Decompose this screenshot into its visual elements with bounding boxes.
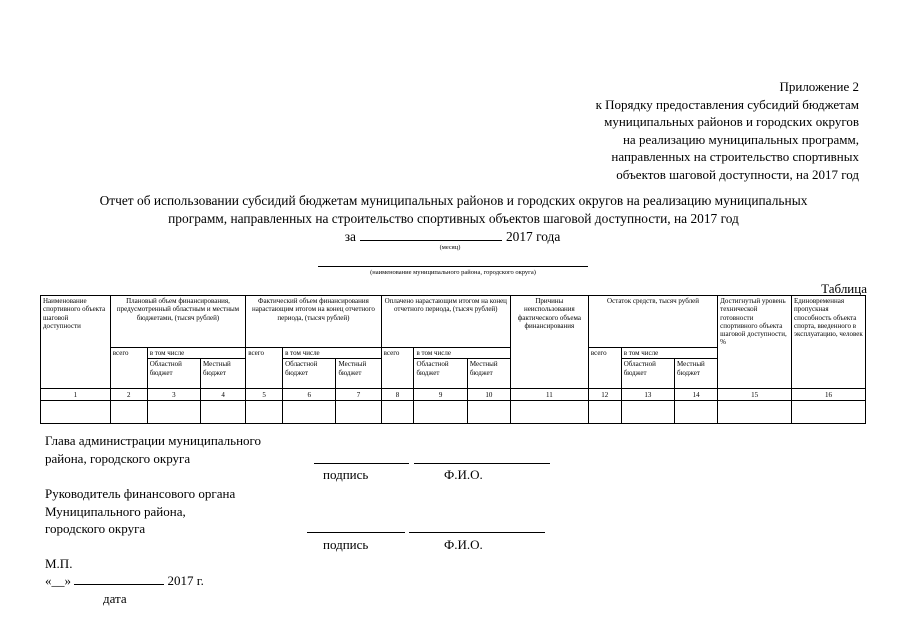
finance-title-line1: Руководитель финансового органа — [45, 486, 236, 501]
header-total: всего — [246, 348, 283, 389]
appendix-line: муниципальных районов и городских округов — [604, 114, 859, 129]
data-row-empty — [41, 401, 866, 424]
empty-cell — [510, 401, 588, 424]
head-signature-caption: подпись — [323, 467, 369, 482]
head-fio-line — [414, 463, 550, 464]
date-caption: дата — [103, 591, 127, 606]
municipality-blank-line — [318, 266, 588, 267]
column-number: 3 — [147, 389, 200, 401]
appendix-header — [499, 78, 859, 183]
finance-title-line3: городского округа — [45, 521, 146, 536]
header-including: в том числе — [621, 348, 717, 359]
column-number: 11 — [510, 389, 588, 401]
header-regional-budget: Областной бюджет — [621, 359, 674, 389]
appendix-line: объектов шаговой доступности, на 2017 год — [616, 166, 859, 182]
report-table — [40, 295, 866, 424]
column-number: 14 — [675, 389, 718, 401]
report-period — [0, 228, 905, 245]
date-line — [45, 573, 204, 589]
empty-cell — [246, 401, 283, 424]
finance-fio-caption: Ф.И.О. — [444, 537, 483, 552]
header-including: в том числе — [147, 348, 246, 359]
header-local-budget: Местный бюджет — [336, 359, 381, 389]
header-reasons: Причины неиспользования фактического объема финансирования — [510, 296, 588, 389]
date-day: «__» — [45, 573, 71, 588]
header-regional-budget: Областной бюджет — [147, 359, 200, 389]
column-number: 2 — [110, 389, 147, 401]
column-number: 6 — [283, 389, 336, 401]
column-number: 4 — [201, 389, 246, 401]
finance-fio-line — [409, 532, 545, 533]
date-month-blank — [74, 573, 164, 585]
month-caption: (месяц) — [439, 244, 461, 251]
header-total: всего — [110, 348, 147, 389]
header-capacity: Единовременная пропускная способность объекта спорта, введенного в эксплуатацию, человек — [792, 296, 866, 389]
report-title-line2: программ, направленных на строительство спортивных объектов шаговой доступности, на 2017 год — [168, 210, 739, 226]
header-local-budget: Местный бюджет — [467, 359, 510, 389]
empty-cell — [675, 401, 718, 424]
empty-cell — [201, 401, 246, 424]
head-title-line1: Глава администрации муниципального — [45, 433, 262, 448]
column-number-row — [41, 389, 866, 401]
column-number: 16 — [792, 389, 866, 401]
period-prefix: за — [344, 229, 356, 244]
municipality-caption: (наименование муниципального района, городского округа) — [370, 269, 536, 276]
header-local-budget: Местный бюджет — [201, 359, 246, 389]
header-planned-financing: Плановый объем финансирования, предусмотренный областным и местным бюджетами, (тысяч рублей) — [110, 296, 245, 348]
header-total: всего — [381, 348, 414, 389]
header-actual-financing: Фактический объем финансирования нарастающим итогом на конец отчетного периода, (тысяч рублей) — [246, 296, 381, 348]
header-readiness: Достигнутый уровень технической готовности спортивного объекта шаговой доступности, % — [718, 296, 792, 389]
empty-cell — [588, 401, 621, 424]
appendix-line: на реализацию муниципальных программ, — [622, 131, 859, 147]
head-title-line2: района, городского округа — [45, 450, 191, 466]
date-year: 2017 г. — [167, 573, 204, 588]
column-number: 1 — [41, 389, 111, 401]
column-number: 8 — [381, 389, 414, 401]
header-remainder: Остаток средств, тысяч рублей — [588, 296, 717, 348]
head-signature-block — [45, 432, 261, 467]
empty-cell — [792, 401, 866, 424]
header-paid: Оплачено нарастающим итогом на конец отчетного периода, (тысяч рублей) — [381, 296, 510, 348]
empty-cell — [147, 401, 200, 424]
header-including: в том числе — [414, 348, 510, 359]
month-blank-line — [360, 228, 502, 241]
empty-cell — [283, 401, 336, 424]
finance-title-line2: Муниципального района, — [45, 503, 186, 519]
finance-signature-block — [45, 485, 235, 538]
empty-cell — [41, 401, 111, 424]
empty-cell — [718, 401, 792, 424]
appendix-line: Приложение 2 — [779, 79, 859, 94]
appendix-line: к Порядку предоставления субсидий бюджетам — [595, 96, 859, 112]
stamp-label: М.П. — [45, 556, 73, 571]
report-title-line1: Отчет об использовании субсидий бюджетам муниципальных районов и городских округов на реализацию муниципальных — [99, 193, 808, 208]
header-object-name: Наименование спортивного объекта шаговой доступности — [41, 296, 111, 389]
column-number: 5 — [246, 389, 283, 401]
appendix-line: направленных на строительство спортивных — [611, 149, 859, 164]
empty-cell — [381, 401, 414, 424]
header-total: всего — [588, 348, 621, 389]
column-number: 7 — [336, 389, 381, 401]
finance-signature-line — [307, 532, 405, 533]
header-including: в том числе — [283, 348, 382, 359]
header-local-budget: Местный бюджет — [675, 359, 718, 389]
column-number: 12 — [588, 389, 621, 401]
header-regional-budget: Областной бюджет — [414, 359, 467, 389]
empty-cell — [467, 401, 510, 424]
finance-signature-caption: подпись — [323, 537, 369, 552]
empty-cell — [621, 401, 674, 424]
report-title — [40, 192, 867, 227]
column-number: 15 — [718, 389, 792, 401]
empty-cell — [414, 401, 467, 424]
column-number: 13 — [621, 389, 674, 401]
period-suffix: 2017 года — [505, 229, 561, 244]
empty-cell — [336, 401, 381, 424]
head-signature-line — [314, 463, 409, 464]
column-number: 10 — [467, 389, 510, 401]
empty-cell — [110, 401, 147, 424]
table-label: Таблица — [821, 281, 867, 296]
column-number: 9 — [414, 389, 467, 401]
head-fio-caption: Ф.И.О. — [444, 467, 483, 482]
header-regional-budget: Областной бюджет — [283, 359, 336, 389]
